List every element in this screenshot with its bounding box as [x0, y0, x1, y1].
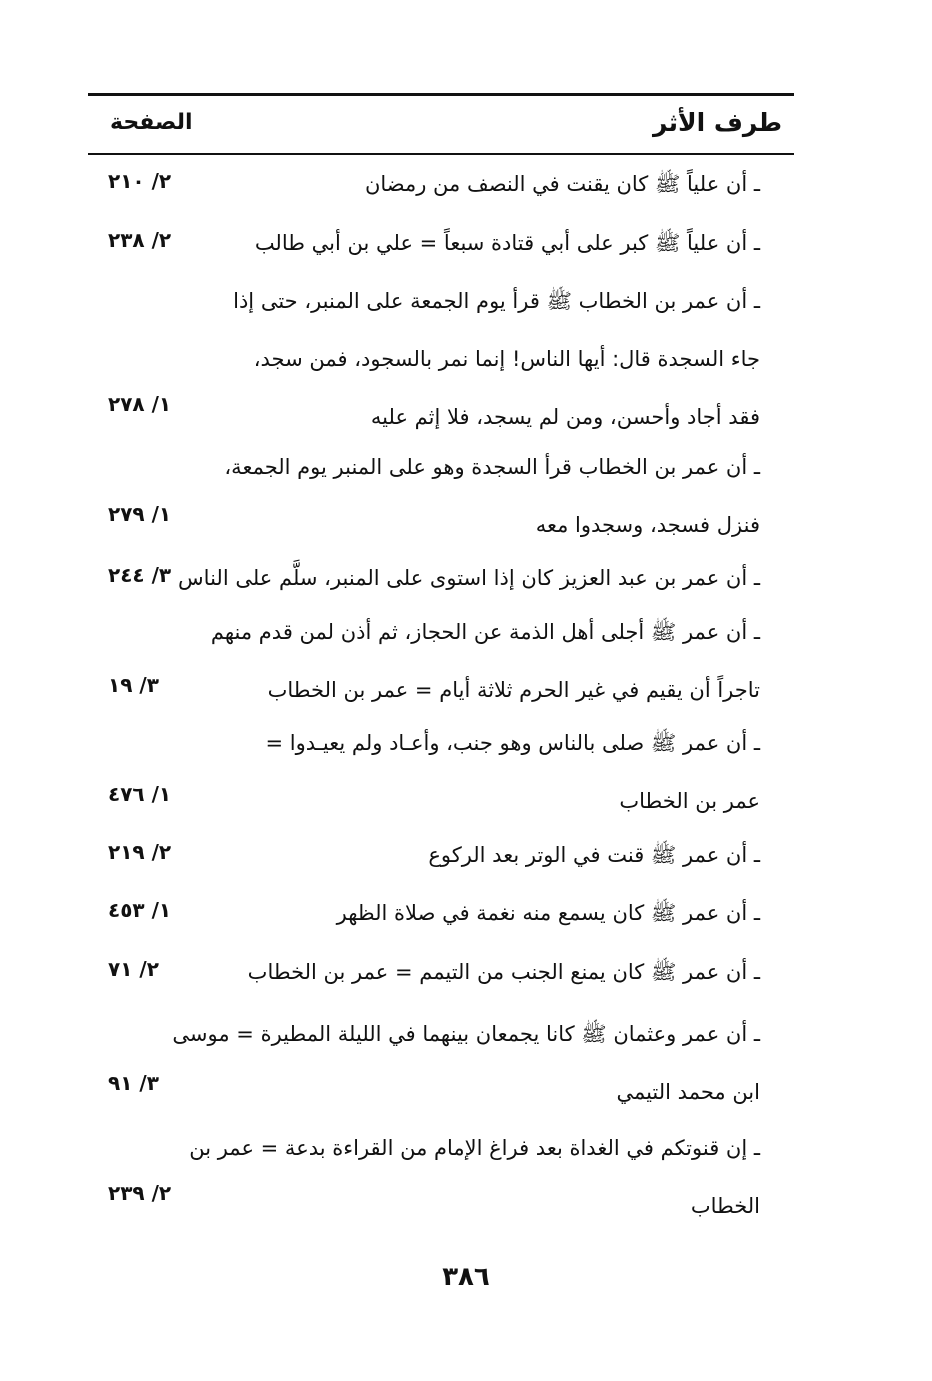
- index-entry: [88, 826, 794, 884]
- entry-line: ـ أن عمر بن الخطاب قرأ السجدة وهو على المنبر يوم الجمعة،: [224, 455, 760, 479]
- entry-line: فنزل فسجد، وسجدوا معه: [535, 513, 760, 537]
- index-entry: [88, 272, 794, 446]
- table-header: [88, 104, 794, 148]
- index-entry: [88, 438, 794, 554]
- index-entry: [88, 214, 794, 272]
- entry-line: عمر بن الخطاب: [619, 789, 760, 813]
- entry-page-ref: ٣/ ٢٤٤: [108, 563, 172, 587]
- entry-text: [210, 826, 760, 884]
- entry-text: [210, 714, 760, 830]
- entry-page-ref: ١/ ٤٧٦: [108, 782, 172, 806]
- entry-line: ـ أن علياً ﷺ كبر على أبي قتادة سبعاً = علي بن أبي طالب: [254, 231, 760, 255]
- entry-line: ـ أن عمر ﷺ قنت في الوتر بعد الركوع: [428, 843, 760, 867]
- entry-page-ref: ٣/ ١٩: [108, 673, 159, 697]
- entry-page-ref: ٣/ ٩١: [108, 1071, 159, 1095]
- entry-line: ـ أن عمر ﷺ كان يسمع منه نغمة في صلاة الظهر: [336, 901, 760, 925]
- entry-line: ـ أن عمر ﷺ أجلى أهل الذمة عن الحجاز، ثم أذن لمن قدم منهم: [210, 620, 760, 644]
- entry-page-ref: ١/ ٢٧٩: [108, 502, 172, 526]
- entry-page-ref: ١/ ٢٧٨: [108, 392, 172, 416]
- entry-line: ـ أن عمر وعثمان ﷺ كانا يجمعان بينهما في الليلة المطيرة = موسى: [172, 1022, 760, 1046]
- entry-text: [210, 438, 760, 554]
- entry-line: ابن محمد التيمي: [616, 1080, 760, 1104]
- column-header-page: الصفحة: [110, 110, 193, 135]
- entry-line: ـ أن عمر ﷺ كان يمنع الجنب من التيمم = عمر بن الخطاب: [247, 960, 760, 984]
- entry-line: فقد أجاد وأحسن، ومن لم يسجد، فلا إثم عليه: [370, 405, 760, 429]
- index-entry: [88, 1119, 794, 1235]
- entry-line: ـ أن عمر بن الخطاب ﷺ قرأ يوم الجمعة على المنبر، حتى إذا: [233, 289, 760, 313]
- entry-line: ـ أن عمر ﷺ صلى بالناس وهو جنب، وأعـاد ولم يعيـدوا =: [265, 731, 760, 755]
- entry-text: [210, 155, 760, 213]
- entry-text: [210, 884, 760, 942]
- entry-line: ـ إن قنوتكم في الغداة بعد فراغ الإمام من القراءة بدعة = عمر بن: [189, 1136, 760, 1160]
- page-number: ٣٨٦: [442, 1262, 490, 1292]
- column-header-hadith-tip: طرف الأثر: [653, 108, 782, 137]
- top-rule: [88, 93, 794, 96]
- entry-text: [178, 549, 760, 607]
- index-entry: [88, 1005, 794, 1121]
- index-entry: [88, 714, 794, 830]
- entry-text: [210, 603, 760, 719]
- entry-text: [189, 1119, 760, 1235]
- entry-text: [210, 214, 760, 272]
- entry-page-ref: ٢/ ٢١٩: [108, 840, 172, 864]
- entry-page-ref: ٢/ ٧١: [108, 957, 159, 981]
- index-entry: [88, 943, 794, 1001]
- index-entry: [88, 155, 794, 213]
- entry-line: تاجراً أن يقيم في غير الحرم ثلاثة أيام = عمر بن الخطاب: [267, 678, 760, 702]
- entry-page-ref: ٢/ ٢٣٩: [108, 1181, 172, 1205]
- entry-page-ref: ١/ ٤٥٣: [108, 898, 172, 922]
- entry-line: الخطاب: [690, 1194, 760, 1218]
- index-entry: [88, 603, 794, 719]
- index-entry: [88, 549, 794, 607]
- entry-text: [210, 943, 760, 1001]
- entry-line: ـ أن علياً ﷺ كان يقنت في النصف من رمضان: [364, 172, 760, 196]
- entry-text: [172, 1005, 760, 1121]
- index-entry: [88, 884, 794, 942]
- entry-line: ـ أن عمر بن عبد العزيز كان إذا استوى على المنبر، سلَّم على الناس: [178, 566, 760, 590]
- entry-line: جاء السجدة قال: أيها الناس! إنما نمر بالسجود، فمن سجد،: [253, 347, 760, 371]
- entry-page-ref: ٢/ ٢١٠: [108, 169, 172, 193]
- entry-text: [210, 272, 760, 446]
- entry-page-ref: ٢/ ٢٣٨: [108, 228, 172, 252]
